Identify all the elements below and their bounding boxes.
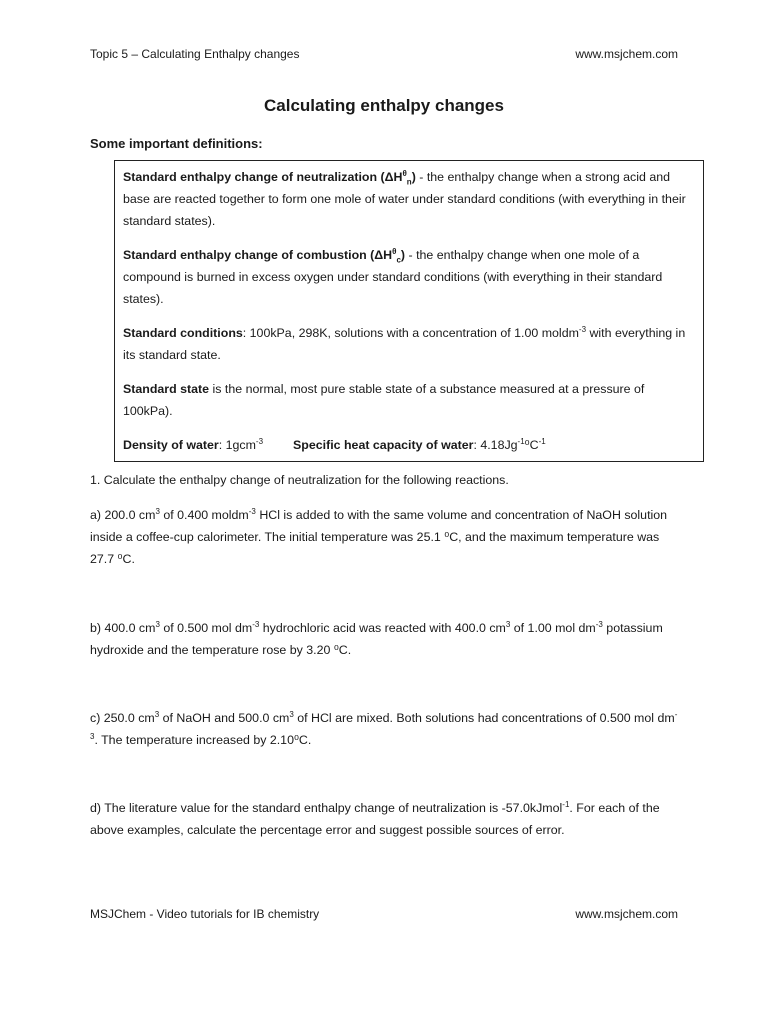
definition-standard-state: Standard state is the normal, most pure stable state of a substance measured at a pressure of 100kPa). [123, 382, 645, 418]
term-neutralization: Standard enthalpy change of neutralization $(\Delta H^\theta_n)$ [123, 168, 416, 187]
definitions-subheading: Some important definitions: [90, 136, 263, 151]
specific-heat-capacity: Specific heat capacity of water: $4.18Jg^{-1}^0C^{-1}$ [293, 436, 546, 452]
definition-standard-conditions: Standard conditions: 100kPa, 298K, solutions with a concentration of 1.00 moldm$^{-3}$ with everything in its standard state. [123, 324, 686, 362]
definition-neutralization: Standard enthalpy change of neutralization $(\Delta H^\theta_n)$ - the enthalpy change when a strong acid and base are reacted together to form one mole of water under standard conditions (with everything in their standard states). [123, 168, 686, 228]
definitions-box [114, 160, 704, 462]
header-website: www.msjchem.com [575, 47, 678, 61]
page-title: Calculating enthalpy changes [264, 96, 504, 115]
question-1b: b) 400.0 $cm^3$ of 0.500 mol $dm^{-3}$ hydrochloric acid was reacted with 400.0 $cm^3$ of 1.00 mol $dm^{-3}$ potassium hydroxide and the temperature rose by 3.20 ⁰C. [90, 619, 663, 657]
footer-website: www.msjchem.com [575, 907, 678, 921]
definition-combustion: Standard enthalpy change of combustion $(\Delta H^\theta_c)$ - the enthalpy change when one mole of a compound is burned in excess oxygen under standard conditions (with everything in their standard states). [123, 246, 663, 306]
question-1d: d) The literature value for the standard enthalpy change of neutralization is -57.0kJmol$^{-1}$. For each of the above examples, calculate the percentage error and suggest possible sources of error. [90, 799, 660, 837]
constants-row [123, 434, 695, 456]
term-combustion: Standard enthalpy change of combustion $(\Delta H^\theta_c)$ [123, 246, 406, 265]
term-standard-state: Standard state [123, 382, 210, 396]
density-of-water: Density of water: 1gcm$^{-3}$ [123, 436, 264, 452]
question-1a: a) 200.0 $cm^3$ of 0.400 moldm$^{-3}$ HCl is added to with the same volume and concentration of NaOH solution inside a coffee-cup calorimeter. The initial temperature was 25.1 ⁰C, and the maximum temperature was 27.7 ⁰C. [90, 506, 668, 566]
question-1: 1. Calculate the enthalpy change of neutralization for the following reactions. [90, 473, 509, 487]
question-1c: c) 250.0 $cm^3$ of NaOH and 500.0 $cm^3$ of HCl are mixed. Both solutions had concentrations of 0.500 mol $dm^{-3}$. The temperature increased by 2.10⁰C. [90, 709, 678, 747]
header-left: Topic 5 – Calculating Enthalpy changes [90, 47, 300, 61]
footer-left: MSJChem - Video tutorials for IB chemistry [90, 907, 320, 921]
term-standard-conditions: Standard conditions [123, 326, 243, 340]
